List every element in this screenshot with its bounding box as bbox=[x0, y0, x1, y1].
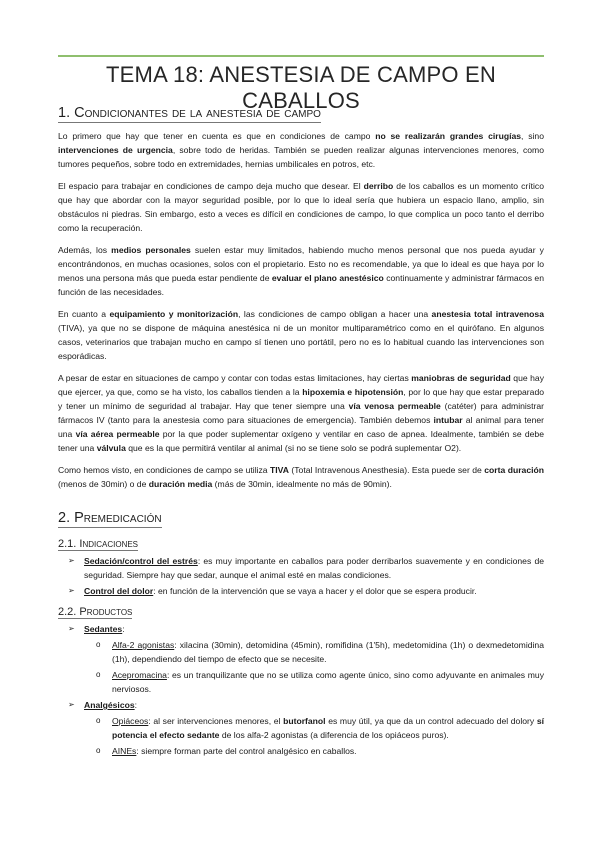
arrow-bullet-icon: ➢ bbox=[68, 700, 75, 709]
indicaciones-list bbox=[58, 554, 544, 598]
list-item: o Opiáceos: al ser intervenciones menores, el butorfanol es muy útil, ya que da un control adecuado del dolory sí potencia el efecto sedante de los alfa-2 agonistas (a diferencia de los opiáceos puros). bbox=[96, 716, 544, 740]
paragraph-3: Además, los medios personales suelen estar muy limitados, habiendo mucho menos personal que nos pueda ayudar y encontrándonos, en muchas ocasiones, solos con el propietario. Esto no es recomendable, ya que lo ideal es que haya por lo menos una persona más que pueda estar pendiente de evaluar el plano anestésico continuamente y administrar fármacos en función de las necesidades. bbox=[58, 245, 544, 297]
sedantes-sublist bbox=[84, 638, 544, 696]
analgesicos-sublist bbox=[84, 714, 544, 758]
list-item: ➢ Analgésicos: o Opiáceos: al ser intervenciones menores, el butorfanol es muy útil, ya que da un control adecuado del dolory sí potencia el efecto sedante de los alfa-2 agonistas (a diferencia de los opiáceos puros). o AINEs: siempre forman parte del control analgésico en caballos. bbox=[68, 700, 544, 756]
paragraph-5: A pesar de estar en situaciones de campo y contar con todas estas limitaciones, hay ciertas maniobras de seguridad que hay que ejercer, ya que, como se ha visto, los caballos tienden a la hipoxemia e hipotensión, por lo que hay que estar preparado y tener un mínimo de seguridad al trabajar. Hay que tener siempre una vía venosa permeable (catéter) para administrar fármacos IV (tanto para la anestesia como para situaciones de emergencia). También debemos intubar al animal para tener una vía aérea permeable por la que poder suplementar oxígeno y ventilar en caso de apnea. Idealmente, también se debe tener una válvula que es la que permitirá ventilar al animal (si no se tiene solo se podrá suplementar O2). bbox=[58, 373, 545, 453]
arrow-bullet-icon: ➢ bbox=[68, 586, 75, 595]
productos-list bbox=[58, 622, 544, 758]
section-heading-1: 1. Condicionantes de la anestesia de campo bbox=[58, 105, 321, 121]
document-body bbox=[58, 104, 544, 762]
circle-bullet-icon: o bbox=[96, 716, 101, 725]
list-item: o Acepromacina: es un tranquilizante que no se utiliza como agente único, sino como adyuvante en animales muy nerviosos. bbox=[96, 670, 544, 694]
circle-bullet-icon: o bbox=[96, 640, 101, 649]
arrow-bullet-icon: ➢ bbox=[68, 624, 75, 633]
title-top-rule bbox=[58, 55, 544, 57]
paragraph-2: El espacio para trabajar en condiciones de campo deja mucho que desear. El derribo de los caballos es un momento crítico que hay que abordar con la mayor seguridad posible, por lo que lo ideal sería que hubiera un espacio llano, amplio, sin obstáculos ni piedras. Sin embargo, esto a veces es difícil en condiciones de campo, lo que complica un poco tanto el derribo como la recuperación. bbox=[58, 181, 544, 233]
list-item: ➢ Sedación/control del estrés: es muy importante en caballos para poder derribarlos suavemente y en condiciones de seguridad. Siempre hay que sedar, aunque el animal esté en malas condiciones. bbox=[68, 556, 544, 580]
list-item: o AINEs: siempre forman parte del control analgésico en caballos. bbox=[96, 746, 357, 756]
section-heading-2: 2. Premedicación bbox=[58, 510, 162, 526]
list-item: o Alfa-2 agonistas: xilacina (30min), detomidina (45min), romifidina (1'5h), medetomidina (1h) o dexmedetomidina (1h), dependiendo del tiempo de efecto que se necesite. bbox=[96, 640, 544, 664]
document-title: TEMA 18: ANESTESIA DE CAMPO EN CABALLOS bbox=[106, 62, 496, 113]
subsection-heading-productos: 2.2. Productos bbox=[58, 606, 133, 618]
list-item: ➢ Control del dolor: en función de la intervención que se vaya a hacer y el dolor que se espera producir. bbox=[68, 586, 477, 596]
circle-bullet-icon: o bbox=[96, 670, 101, 679]
arrow-bullet-icon: ➢ bbox=[68, 556, 75, 565]
list-item: ➢ Sedantes: o Alfa-2 agonistas: xilacina (30min), detomidina (45min), romifidina (1'5h), medetomidina (1h) o dexmedetomidina (1h), dependiendo del tiempo de efecto que se necesite. o Acepromacina: es un tranquilizante que no se utiliza como agente único, sino como adyuvante en animales muy nerviosos. bbox=[68, 624, 544, 694]
circle-bullet-icon: o bbox=[96, 746, 101, 755]
subsection-heading-indicaciones: 2.1. Indicaciones bbox=[58, 538, 139, 550]
paragraph-6: Como hemos visto, en condiciones de campo se utiliza TIVA (Total Intravenous Anesthesia). Esta puede ser de corta duración (menos de 30min) o de duración media (más de 30min, idealmente no más de 90min). bbox=[58, 465, 544, 489]
paragraph-1: Lo primero que hay que tener en cuenta es que en condiciones de campo no se realizarán grandes cirugías, sino intervenciones de urgencia, sobre todo de heridas. También se pueden realizar algunas intervenciones menores, como tumores pequeños, sobre todo en extremidades, hernias umbilicales en potros, etc. bbox=[58, 131, 544, 169]
paragraph-4: En cuanto a equipamiento y monitorización, las condiciones de campo obligan a hacer una anestesia total intravenosa (TIVA), ya que no se dispone de máquina anestésica ni de un monitor multiparamétrico como en el quirófano. En algunos casos, veterinarios que trabajan mucho en campo sí tienen uno portátil, pero no es lo habitual cuando las intervenciones son esporádicas. bbox=[58, 309, 544, 361]
